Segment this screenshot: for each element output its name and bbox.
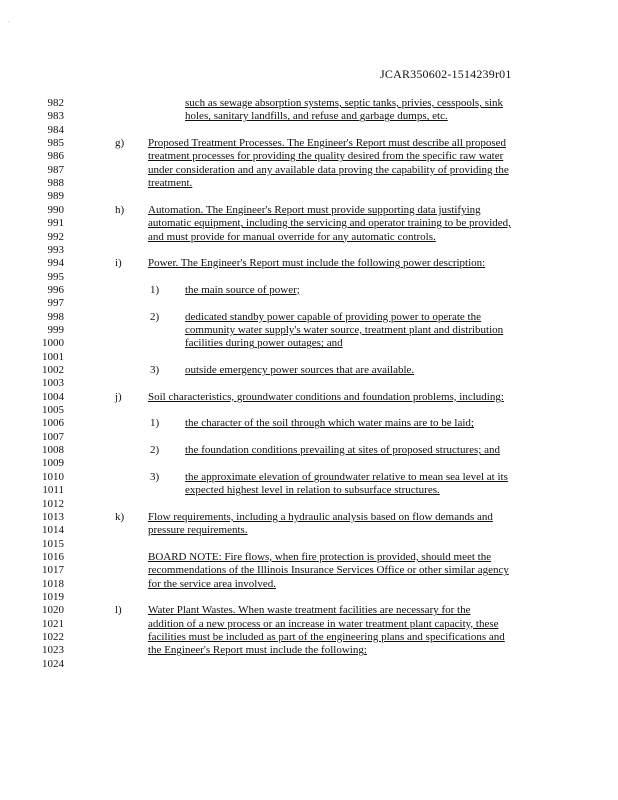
subsection-label: 2): [150, 310, 160, 323]
text-line: for the service area involved.: [148, 577, 276, 590]
line-number: 1024: [42, 657, 64, 670]
line-number: 982: [47, 97, 64, 109]
line-number: 1003: [42, 377, 64, 390]
line-number: 990: [47, 203, 64, 216]
text-line: Soil characteristics, groundwater conditions and foundation problems, including:: [148, 390, 504, 403]
line-number: 1017: [42, 564, 64, 577]
line-number: 988: [47, 177, 64, 190]
text-line: treatment.: [148, 177, 193, 190]
line-number: 1005: [42, 404, 64, 417]
line-number: 1021: [42, 617, 64, 630]
subsection-label: h): [115, 203, 125, 216]
text-line: BOARD NOTE: Fire flows, when fire protection is provided, should meet the: [148, 550, 492, 563]
line-number: 995: [47, 270, 64, 283]
line-number: 1004: [42, 390, 64, 403]
line-number: 991: [47, 217, 64, 230]
subsection-label: 3): [150, 364, 160, 376]
subsection-label: 2): [150, 444, 160, 457]
line-number: 1023: [42, 644, 64, 657]
text-line: Automation. The Engineer's Report must provide supporting data justifying: [148, 203, 481, 216]
subsection-label: l): [115, 604, 122, 617]
text-line: such as sewage absorption systems, septic tanks, privies, cesspools, sink: [185, 97, 504, 109]
line-number: 992: [47, 230, 64, 243]
line-number: 1020: [42, 604, 64, 617]
subsection-label: g): [115, 137, 125, 150]
text-line: and must provide for manual override for any automatic controls.: [148, 230, 436, 243]
line-number: 1009: [42, 457, 64, 470]
line-number: 1010: [42, 470, 64, 483]
text-line: community water supply's water source, treatment plant and distribution: [185, 323, 504, 336]
text-line: the approximate elevation of groundwater relative to mean sea level at its: [185, 470, 508, 483]
text-line: expected highest level in relation to subsurface structures.: [185, 484, 440, 497]
line-number: 1002: [42, 364, 64, 376]
text-line: the Engineer's Report must include the following:: [148, 644, 367, 657]
subsection-label: 1): [150, 283, 160, 296]
line-number: 994: [47, 257, 64, 270]
subsection-label: k): [115, 510, 125, 523]
line-number: 987: [47, 163, 64, 176]
text-line: the character of the soil through which water mains are to be laid;: [185, 417, 474, 430]
line-number: 984: [47, 123, 64, 136]
text-line: the foundation conditions prevailing at sites of proposed structures; and: [185, 444, 500, 457]
line-number: 997: [47, 297, 64, 310]
document-id: JCAR350602-1514239r01: [380, 67, 512, 81]
text-line: addition of a new process or an increase in water treatment plant capacity, these: [148, 617, 499, 630]
text-line: facilities must be included as part of the engineering plans and specifications and: [148, 631, 505, 643]
line-number: 986: [47, 150, 64, 163]
line-number: 1007: [42, 430, 64, 443]
text-line: outside emergency power sources that are available.: [185, 364, 415, 376]
line-number: 1008: [42, 444, 64, 457]
line-number: 1015: [42, 537, 64, 550]
text-line: facilities during power outages; and: [185, 337, 343, 350]
text-line: Flow requirements, including a hydraulic analysis based on flow demands and: [148, 510, 493, 523]
subsection-label: 1): [150, 417, 160, 430]
line-number: 1001: [42, 350, 64, 363]
line-number: 1012: [42, 497, 64, 510]
line-number: 1019: [42, 590, 64, 603]
text-line: pressure requirements.: [148, 524, 248, 537]
line-number: 1014: [42, 524, 64, 537]
text-line: Proposed Treatment Processes. The Engineer's Report must describe all proposed: [148, 137, 506, 150]
line-number: 983: [47, 110, 64, 123]
text-line: the main source of power;: [185, 283, 300, 296]
line-number: 1000: [42, 337, 64, 350]
line-number: 993: [47, 243, 64, 256]
text-line: dedicated standby power capable of providing power to operate the: [185, 310, 481, 323]
text-line: Water Plant Wastes. When waste treatment facilities are necessary for the: [148, 604, 471, 617]
line-number: 1013: [42, 510, 64, 523]
text-line: holes, sanitary landfills, and refuse and garbage dumps, etc.: [185, 110, 448, 123]
line-number: 998: [47, 310, 64, 323]
line-number: 996: [47, 283, 64, 296]
line-number: 985: [47, 137, 64, 150]
text-line: automatic equipment, including the servicing and operator training to be provided,: [148, 217, 511, 230]
subsection-label: j): [115, 390, 122, 403]
line-number: 989: [47, 190, 64, 203]
line-number: 1018: [42, 577, 64, 590]
text-line: recommendations of the Illinois Insurance Services Office or other similar agency: [148, 564, 509, 577]
line-number: 1006: [42, 417, 64, 430]
line-number: 1022: [42, 631, 64, 643]
subsection-label: 3): [150, 470, 160, 483]
text-line: under consideration and any available data proving the capability of providing the: [148, 163, 509, 176]
line-number: 999: [47, 323, 64, 336]
corner-mark: .: [8, 18, 10, 24]
line-number: 1016: [42, 550, 64, 563]
text-line: Power. The Engineer's Report must include the following power description:: [148, 257, 486, 270]
text-line: treatment processes for providing the quality desired from the specific raw water: [148, 150, 504, 163]
subsection-label: i): [115, 257, 122, 270]
line-number: 1011: [42, 484, 64, 497]
